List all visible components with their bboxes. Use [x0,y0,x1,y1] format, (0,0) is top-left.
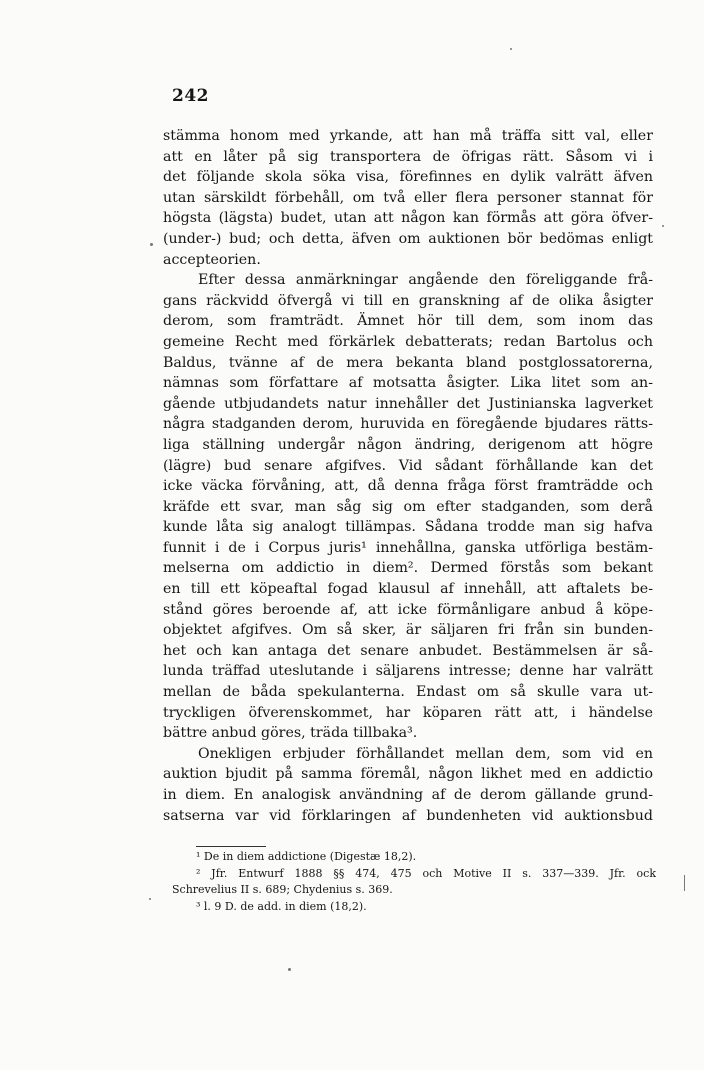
page-number: 242 [172,86,209,106]
text-line: liga ställning undergår någon ändring, derigenom att högre [163,436,653,453]
text-line: het och kan antaga det senare anbudet. Bestämmelsen är så- [163,642,653,659]
text-line: en till ett köpeaftal fogad klausul af innehåll, att aftalets be- [163,581,653,598]
footnote: ¹ De in diem addictione (Digestæ 18,2). [196,850,417,863]
footnote-separator [196,846,266,847]
text-line: att en låter på sig transportera de öfrigas rätt. Såsom vi i [163,148,653,165]
text-line: melserna om addictio in diem². Dermed förstås som bekant [163,560,653,577]
footnote: ³ l. 9 D. de add. in diem (18,2). [196,899,367,913]
scan-speck [684,875,685,891]
text-line: Onekligen erbjuder förhållandet mellan dem, som vid en [198,745,653,762]
text-line: mellan de båda spekulanterna. Endast om så skulle vara ut- [163,684,653,701]
text-line: kräfde ett svar, man såg sig om efter stadganden, som derå [163,498,653,515]
text-line: in diem. En analogisk användning af de derom gällande grund- [163,787,653,803]
text-line: högsta (lägsta) budet, utan att någon kan förmås att göra öfver- [163,210,653,227]
text-line: bättre anbud göres, träda tillbaka³. [163,725,418,742]
scan-speck [150,243,153,246]
text-line: gans räckvidd öfvergå vi till en granskning af de olika åsigter [163,292,653,309]
text-line: accepteorien. [163,251,261,268]
text-line: derom, som framträdt. Ämnet hör till dem, som inom das [163,313,653,330]
footnotes [172,849,656,915]
text-line: icke väcka förvåning, att, då denna fråga först framträdde och [163,478,653,495]
scan-speck [149,898,151,900]
text-line: gemeine Recht med förkärlek debatterats; redan Bartolus och [163,333,653,350]
text-line: gående utbjudandets natur innehåller det Justinianska lagverket [163,395,653,412]
text-line: (lägre) bud senare afgifves. Vid sådant förhållande kan det [163,457,653,474]
text-line: Baldus, tvänne af de mera bekanta bland postglossatorerna, [163,354,653,371]
footnote: ² Jfr. Entwurf 1888 §§ 474, 475 och Motive II s. 337—339. Jfr. ock [196,866,656,880]
text-line: funnit i de i Corpus juris¹ innehållna, ganska utförliga bestäm- [163,539,653,556]
text-line: objektet afgifves. Om så sker, är säljaren fri från sin bunden- [163,622,653,639]
footnote: Schrevelius II s. 689; Chydenius s. 369. [172,883,393,896]
text-line: auktion bjudit på samma föremål, någon likhet med en addictio [163,766,653,783]
text-line: kunde låta sig analogt tillämpas. Sådana trodde man sig hafva [163,519,653,536]
text-line: stånd göres beroende af, att icke förmånligare anbud å köpe- [163,601,653,618]
text-line: några stadganden derom, huruvida en föregående bjudares rätts- [163,416,653,433]
text-line: tryckligen öfverenskommet, har köparen rätt att, i händelse [163,704,653,721]
text-line: stämma honom med yrkande, att han må träffa sitt val, eller [163,128,653,144]
text-line: lunda träffad uteslutande i säljarens intresse; denne har valrätt [163,663,653,680]
text-line: satserna var vid förklaringen af bundenheten vid auktionsbud [163,807,653,824]
scan-speck [510,48,512,50]
text-line: det följande skola söka visa, förefinnes en dylik valrätt äfven [163,169,653,186]
text-line: utan särskildt förbehåll, om två eller flera personer stannat för [163,189,653,206]
text-line: (under-) bud; och detta, äfven om auktionen bör bedömas enligt [163,230,653,247]
scan-speck [288,968,291,971]
body-text [163,126,653,826]
scan-speck [662,225,664,227]
text-line: nämnas som författare af motsatta åsigter. Lika litet som an- [163,375,653,392]
text-line: Efter dessa anmärkningar angående den föreliggande frå- [198,272,653,289]
